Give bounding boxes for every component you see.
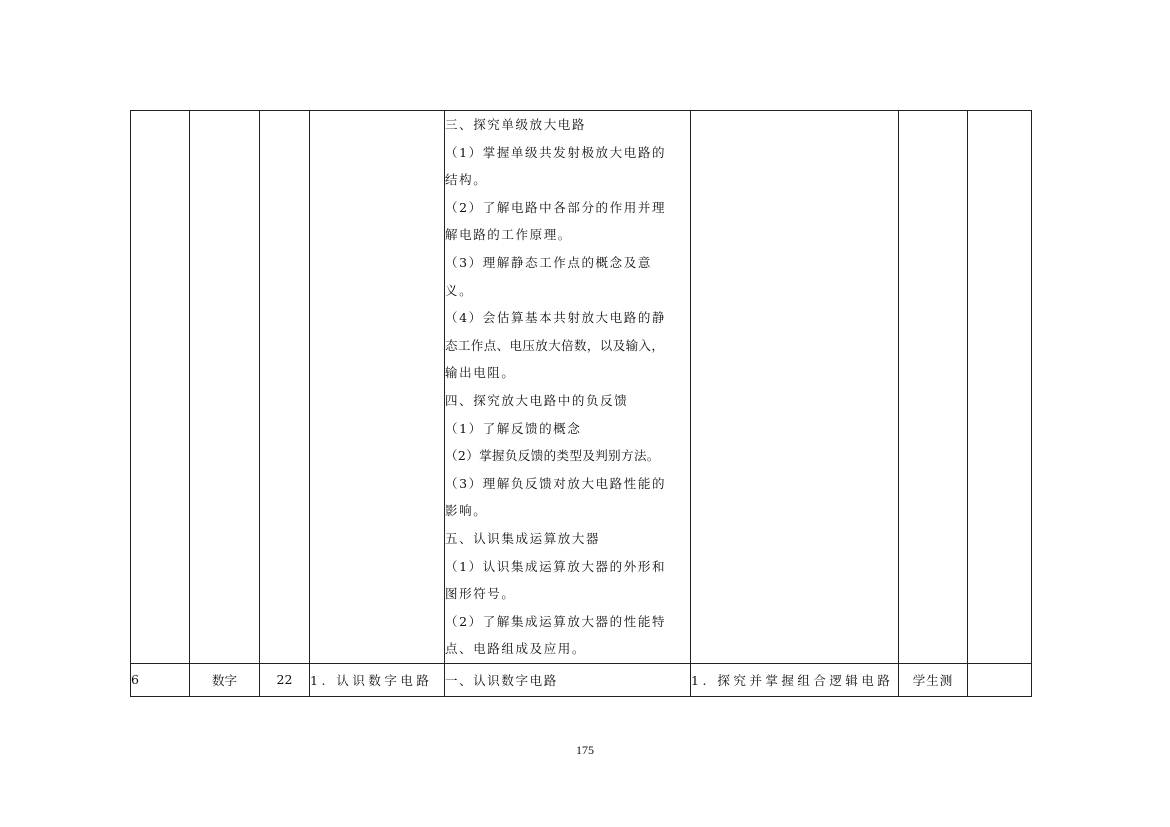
row-module: 数字 bbox=[190, 663, 260, 696]
page-number: 175 bbox=[576, 743, 594, 757]
content-line: 点、电路组成及应用。 bbox=[445, 641, 587, 657]
activity-cell bbox=[691, 111, 899, 664]
row-content: 一、认识数字电路 bbox=[445, 663, 691, 696]
content-cell bbox=[445, 111, 691, 664]
row-objective: 1. 认识数字电路 bbox=[310, 663, 445, 696]
content-line: 图形符号。 bbox=[445, 586, 516, 602]
row-assessment: 学生测 bbox=[899, 663, 968, 696]
content-line: （2）了解电路中各部分的作用并理 bbox=[445, 199, 667, 215]
content-line: 义。 bbox=[445, 282, 474, 298]
content-line: 态工作点、电压放大倍数，以及输入， bbox=[445, 337, 665, 353]
assessment-cell bbox=[899, 111, 968, 664]
row-number: 6 bbox=[131, 663, 190, 696]
objective-cell bbox=[310, 111, 445, 664]
content-line: 影响。 bbox=[445, 503, 488, 519]
module-cell bbox=[190, 111, 260, 664]
content-line: 结构。 bbox=[445, 172, 488, 188]
content-line: 三、探究单级放大电路 bbox=[445, 117, 587, 132]
content-line: 五、认识集成运算放大器 bbox=[445, 530, 601, 546]
content-line: （1）认识集成运算放大器的外形和 bbox=[445, 558, 667, 574]
remark-cell bbox=[968, 111, 1032, 664]
continued-row bbox=[131, 111, 1032, 664]
content-line: （2）掌握负反馈的类型及判别方法。 bbox=[445, 448, 660, 464]
content-line: 解电路的工作原理。 bbox=[445, 227, 572, 243]
table-row-6 bbox=[131, 663, 1032, 696]
content-line: （4）会估算基本共射放大电路的静 bbox=[445, 310, 667, 326]
curriculum-table bbox=[130, 110, 1032, 697]
content-line: （3）理解负反馈对放大电路性能的 bbox=[445, 475, 667, 491]
content-line: 输出电阻。 bbox=[445, 365, 516, 381]
content-line: （1）掌握单级共发射极放大电路的 bbox=[445, 144, 667, 160]
content-line: （2）了解集成运算放大器的性能特 bbox=[445, 613, 667, 629]
number-cell bbox=[131, 111, 190, 664]
row-hours: 22 bbox=[260, 663, 310, 696]
row-remark bbox=[968, 663, 1032, 696]
content-line: （3）理解静态工作点的概念及意 bbox=[445, 254, 652, 270]
content-line: 四、探究放大电路中的负反馈 bbox=[445, 392, 629, 408]
row-activity: 1. 探究并掌握组合逻辑电路 bbox=[691, 663, 899, 696]
hours-cell bbox=[260, 111, 310, 664]
content-line: （1）了解反馈的概念 bbox=[445, 420, 582, 436]
